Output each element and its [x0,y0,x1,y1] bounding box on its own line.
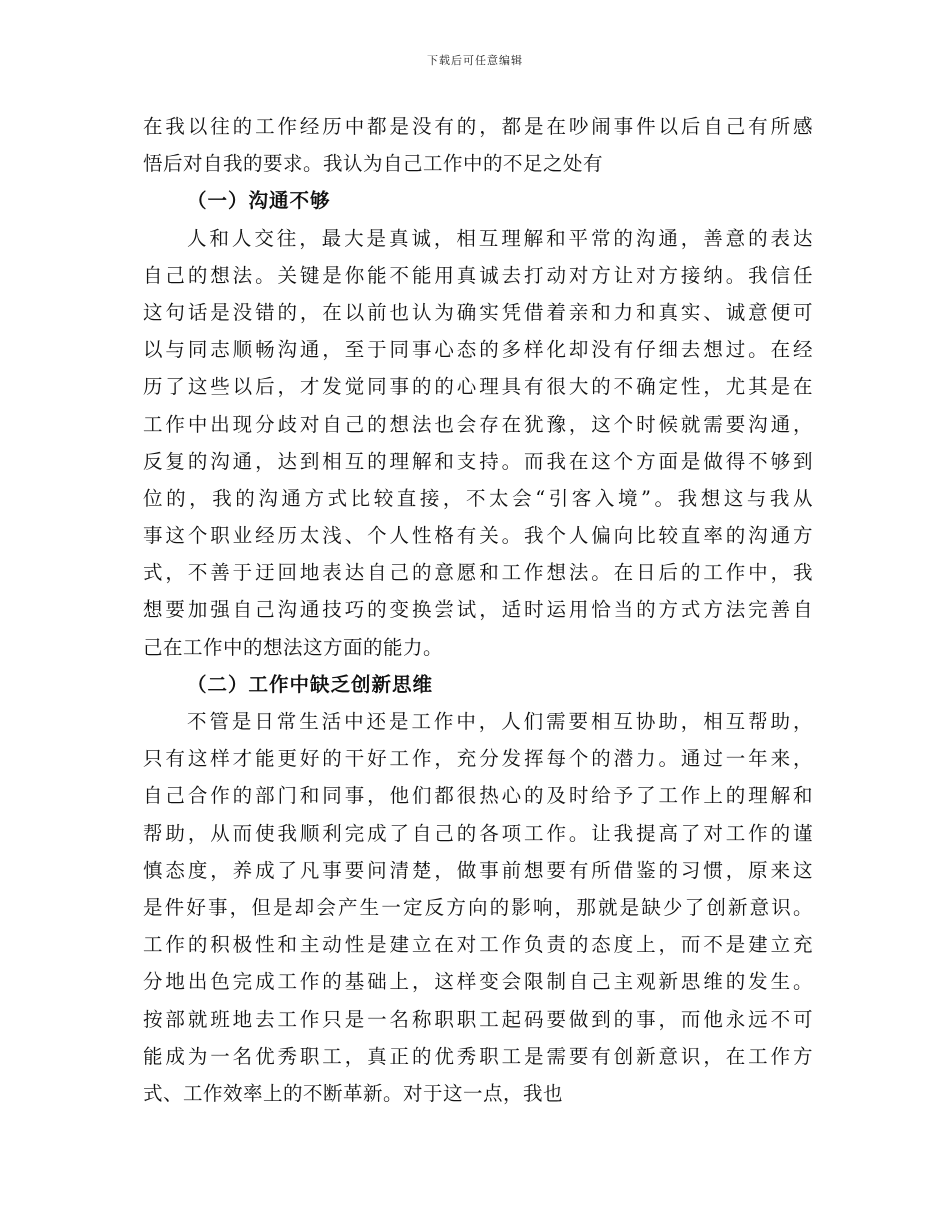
text-line: 工作的积极性和主动性是建立在对工作负责的态度上，而不是建立充 [143,933,813,957]
text-line: 历了这些以后，才发觉同事的的心理具有很大的不确定性，尤其是在 [143,375,813,399]
document-body [143,108,813,1112]
text-line: 只有这样才能更好的干好工作，充分发挥每个的潜力。通过一年来， [143,747,813,771]
text-line: 位的，我的沟通方式比较直接，不太会“引客入境”。我想这与我从 [143,486,813,510]
text-line: 这句话是没错的，在以前也认为确实凭借着亲和力和真实、诚意便可 [143,300,813,324]
text-line: 分地出色完成工作的基础上，这样变会限制自己主观新思维的发生。 [143,970,813,994]
text-line: 按部就班地去工作只是一名称职职工起码要做到的事，而他永远不可 [143,1007,813,1031]
text-line: 式、工作效率上的不断革新。对于这一点，我也 [143,1081,564,1105]
text-line: 帮助，从而使我顺利完成了自己的各项工作。让我提高了对工作的谨 [143,821,813,845]
section-heading-1: （一）沟通不够 [187,189,331,213]
text-line: 以与同志顺畅沟通，至于同事心态的多样化却没有仔细去想过。在经 [143,338,813,362]
text-line: 己在工作中的想法这方面的能力。 [143,635,444,659]
text-line: 反复的沟通，达到相互的理解和支持。而我在这个方面是做得不够到 [143,449,813,473]
text-line: 人和人交往，最大是真诚，相互理解和平常的沟通，善意的表达 [187,226,813,250]
text-line: 慎态度，养成了凡事要问清楚，做事前想要有所借鉴的习惯，原来这 [143,858,813,882]
text-line: 事这个职业经历太浅、个人性格有关。我个人偏向比较直率的沟通方 [143,524,813,548]
text-line: 自己的想法。关键是你能不能用真诚去打动对方让对方接纳。我信任 [143,263,813,287]
text-line: 是件好事，但是却会产生一定反方向的影响，那就是缺少了创新意识。 [143,895,813,919]
section-heading-2: （二）工作中缺乏创新思维 [187,672,434,696]
text-line: 想要加强自己沟通技巧的变换尝试，适时运用恰当的方式方法完善自 [143,598,813,622]
text-line: 在我以往的工作经历中都是没有的，都是在吵闹事件以后自己有所感 [143,115,813,138]
page-header: 下载后可任意编辑 [427,54,523,67]
text-line: 悟后对自我的要求。我认为自己工作中的不足之处有 [143,152,604,176]
text-line: 式，不善于迂回地表达自己的意愿和工作想法。在日后的工作中，我 [143,561,813,585]
text-line: 能成为一名优秀职工，真正的优秀职工是需要有创新意识，在工作方 [143,1044,813,1068]
text-line: 工作中出现分歧对自己的想法也会存在犹豫，这个时候就需要沟通， [143,412,813,436]
text-line: 不管是日常生活中还是工作中，人们需要相互协助，相互帮助， [187,710,813,733]
text-line: 自己合作的部门和同事，他们都很热心的及时给予了工作上的理解和 [143,784,813,808]
